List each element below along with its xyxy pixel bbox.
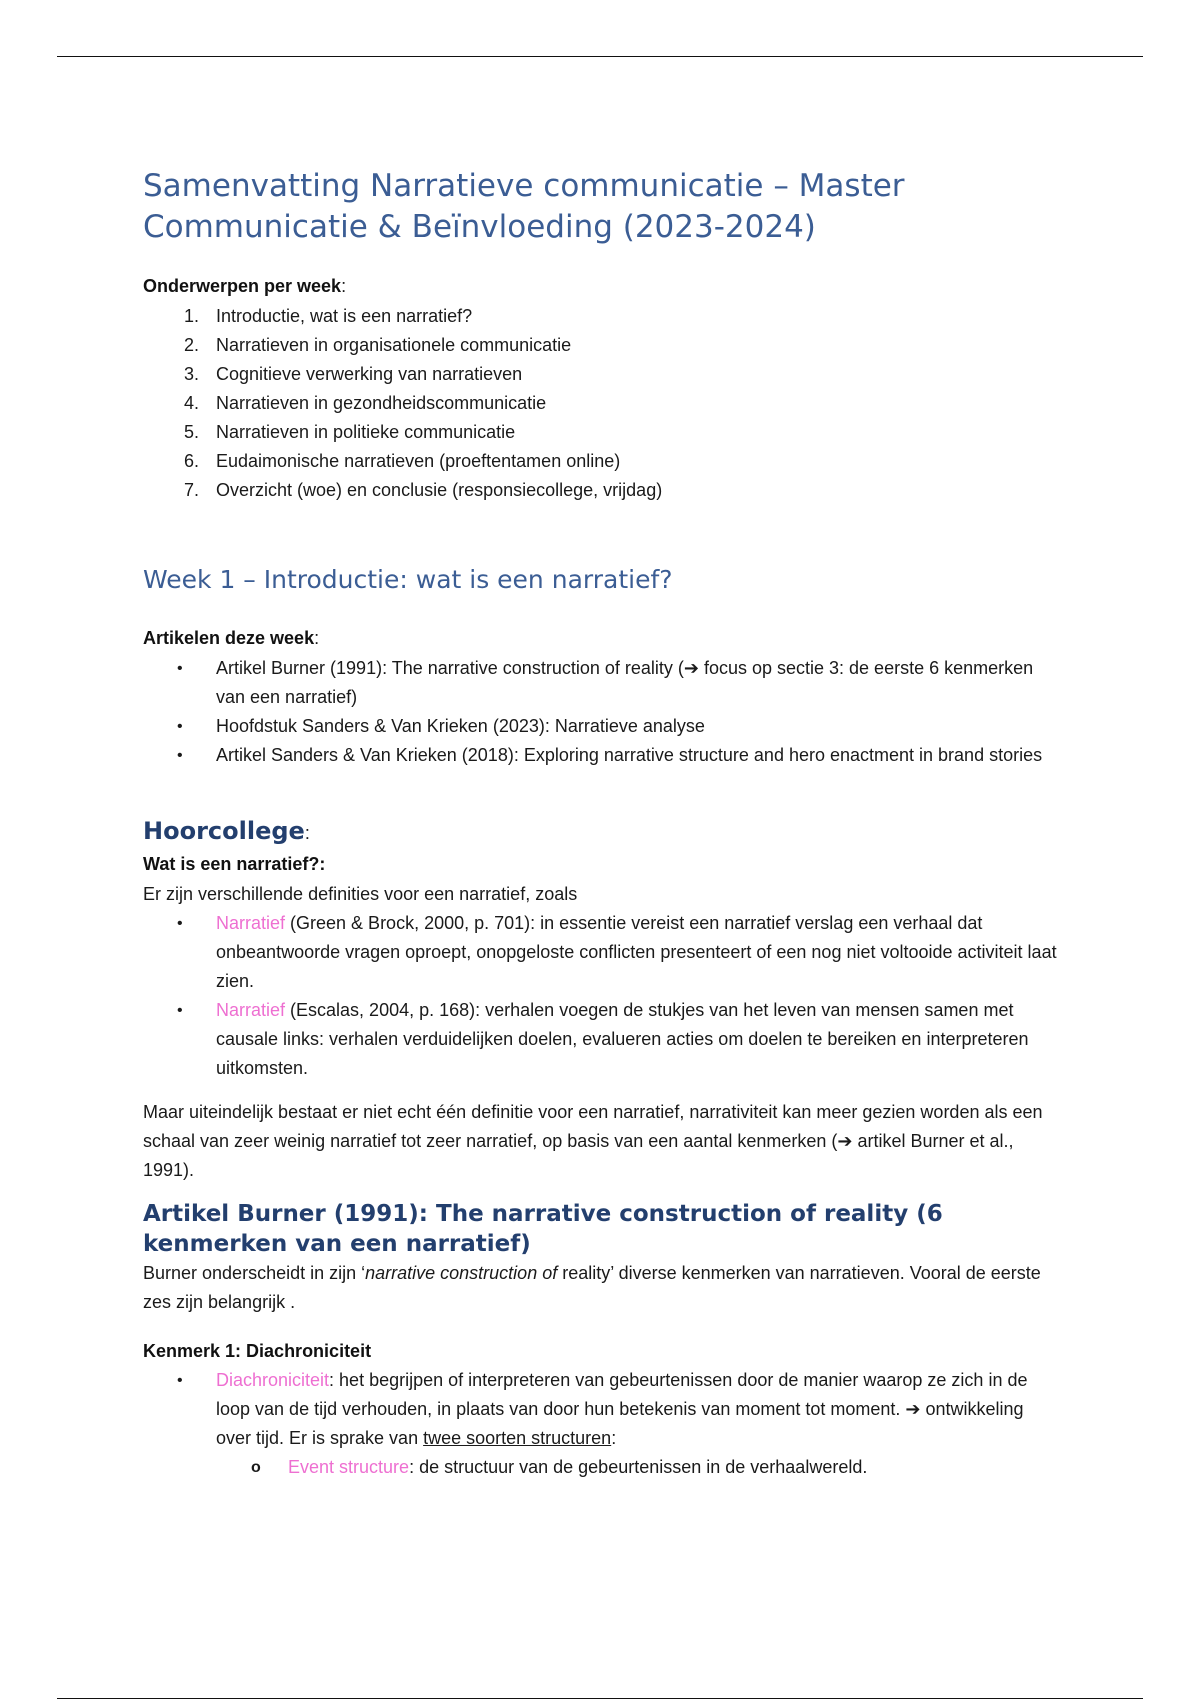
week1-heading: Week 1 – Introductie: wat is een narratief? — [143, 565, 673, 594]
list-item: • Narratief (Green & Brock, 2000, p. 701): in essentie vereist een narratief verslag een verhaal dat onbeantwoorde vragen oproept, onopgeloste conflicten presenteert of een nog niet voltooide activiteit laat zien. — [143, 909, 1063, 996]
list-item: 6. Eudaimonische narratieven (proeftentamen online) — [183, 451, 621, 471]
list-item: 7. Overzicht (woe) en conclusie (responsiecollege, vrijdag) — [183, 480, 663, 500]
lecture-conclusion: Maar uiteindelijk bestaat er niet echt één definitie voor een narratief, narrativiteit kan meer gezien worden als een schaal van zeer weinig narratief tot zeer narratief, op basis van een aantal kenmerken (➔ artikel Burner et al., 1991). — [143, 1102, 1043, 1180]
list-item: • Diachroniciteit: het begrijpen of interpreteren van gebeurtenissen door de manier waarop ze zich in de loop van de tijd verhouden, in plaats van door hun betekenis van moment tot moment. ➔ ontwikkeling over tijd. Er is sprake van twee soorten structuren: o Event structure: de structuur van de gebeurtenissen in de verhaalwereld. — [143, 1366, 1063, 1482]
list-item: • Hoofdstuk Sanders & Van Krieken (2023): Narratieve analyse — [143, 712, 1043, 741]
kenmerk1-label: Kenmerk 1: Diachroniciteit — [143, 1341, 372, 1361]
list-item: 3. Cognitieve verwerking van narratieven — [183, 364, 523, 384]
list-item: • Narratief (Escalas, 2004, p. 168): verhalen voegen de stukjes van het leven van mensen samen met causale links: verhalen verduidelijken doelen, evalueren acties om doelen te bereiken en interpreteren uitkomsten. — [143, 996, 1063, 1083]
burner-intro: Burner onderscheidt in zijn ‘narrative construction of reality’ diverse kenmerken van narratieven. Vooral de eerste zes zijn belangrijk . — [143, 1263, 1041, 1312]
term-highlight: Diachroniciteit — [216, 1370, 330, 1390]
list-item: 2. Narratieven in organisationele communicatie — [183, 335, 572, 355]
structures-sublist — [143, 1453, 1063, 1482]
topics-list — [143, 302, 1063, 505]
term-highlight: Event structure — [288, 1457, 410, 1477]
list-item: • Artikel Sanders & Van Krieken (2018): Exploring narrative structure and hero enactment in brand stories — [143, 741, 1043, 770]
page-top-rule — [57, 56, 1143, 57]
list-item: o Event structure: de structuur van de gebeurtenissen in de verhaalwereld. — [143, 1453, 1063, 1482]
lecture-intro: Er zijn verschillende definities voor een narratief, zoals — [143, 884, 578, 904]
page-bottom-rule — [57, 1698, 1143, 1699]
list-item: 1. Introductie, wat is een narratief? — [183, 306, 473, 326]
burner-section — [143, 1199, 1063, 1317]
definitions-list — [143, 909, 1063, 1083]
topics-section: Onderwerpen per week: 1. Introductie, wat is een narratief? 2. Narratieven in organisationele communicatie 3. Cognitieve verwerking van narratieven 4. Narratieven in gezondheidscommunicatie 5. Narratieven in politieke communicatie 6. Eudaimonische narratieven (proeftentamen online) 7. Overzicht (woe) en conclusie (responsiecollege, vrijdag) — [143, 272, 1063, 505]
lecture-section: Hoorcollege: Wat is een narratief?: Er zijn verschillende definities voor een narratief, zoals • Narratief (Green & Brock, 2000, p. 701): in essentie vereist een narratief verslag een verhaal dat onbeantwoorde vragen oproept, onopgeloste conflicten presenteert of een nog niet voltooide activiteit laat zien. • Narratief (Escalas, 2004, p. 168): verhalen voegen de stukjes van het leven van mensen samen met causale links: verhalen verduidelijken doelen, evalueren acties om doelen te bereiken en interpreteren uitkomsten. — [143, 816, 1063, 1083]
topics-label: Onderwerpen per week — [143, 276, 342, 296]
kenmerk1-section — [143, 1337, 1063, 1482]
list-item: 4. Narratieven in gezondheidscommunicatie — [183, 393, 547, 413]
document-title: Samenvatting Narratieve communicatie – Master Communicatie & Beïnvloeding (2023-2024) — [143, 168, 905, 245]
burner-heading: Artikel Burner (1991): The narrative construction of reality (6 kenmerken van een narratief) — [143, 1201, 943, 1257]
term-highlight: Narratief — [216, 1000, 286, 1020]
articles-list — [143, 654, 1043, 770]
articles-label: Artikelen deze week — [143, 628, 315, 648]
list-item: • Artikel Burner (1991): The narrative construction of reality (➔ focus op sectie 3: de eerste 6 kenmerken van een narratief) — [143, 654, 1043, 712]
lecture-question: Wat is een narratief? — [143, 854, 320, 874]
lecture-heading: Hoorcollege — [143, 817, 305, 845]
term-highlight: Narratief — [216, 913, 286, 933]
list-item: 5. Narratieven in politieke communicatie — [183, 422, 516, 442]
kenmerk1-list — [143, 1366, 1063, 1482]
articles-section: Artikelen deze week: • Artikel Burner (1991): The narrative construction of reality (➔ focus op sectie 3: de eerste 6 kenmerken van een narratief) • Hoofdstuk Sanders & Van Krieken (2023): Narratieve analyse • Artikel Sanders & Van Krieken (2018): Exploring narrative structure and hero enactment in brand stories — [143, 624, 1063, 770]
